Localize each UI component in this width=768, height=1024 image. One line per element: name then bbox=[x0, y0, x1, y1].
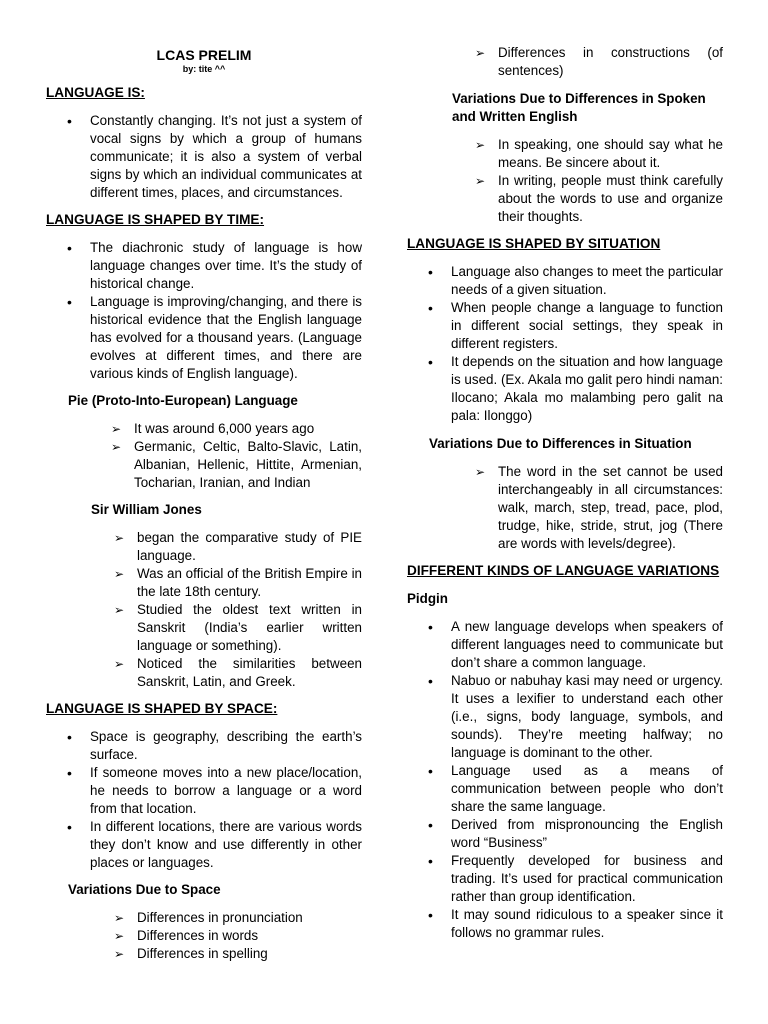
document-byline: by: tite ^^ bbox=[182, 64, 226, 74]
variations-space-list bbox=[114, 909, 362, 963]
list-item: • Constantly changing. It’s not just a system of vocal signs by which a group of humans communicate; it is also a system of verbal signs by which an individual communicates at different times, places, and circumstances. bbox=[46, 112, 362, 202]
heading-shaped-by-space: LANGUAGE IS SHAPED BY SPACE: bbox=[46, 701, 278, 716]
list-item: ➢ began the comparative study of PIE language. bbox=[114, 529, 362, 565]
heading-variations-situation: Variations Due to Differences in Situation bbox=[429, 436, 692, 451]
heading-pie-language: Pie (Proto-Into-European) Language bbox=[68, 393, 298, 408]
jones-list bbox=[114, 529, 362, 691]
list-item: ➢ Studied the oldest text written in Sanskrit (India’s earlier written language or something). bbox=[114, 601, 362, 655]
list-item: ➢ In speaking, one should say what he means. Be sincere about it. bbox=[475, 136, 723, 172]
list-item: ➢ Differences in spelling bbox=[114, 945, 362, 963]
situation-list bbox=[407, 263, 723, 425]
space-list bbox=[46, 728, 362, 872]
constructions-list bbox=[475, 44, 723, 80]
list-item: • Frequently developed for business and trading. It’s used for practical communication rather than group identification. bbox=[407, 852, 723, 906]
list-item: ➢ Differences in constructions (of sentences) bbox=[475, 44, 723, 80]
list-item: • When people change a language to function in different social settings, they speak in different registers. bbox=[407, 299, 723, 353]
list-item: • Language used as a means of communication between people who don’t share the same language. bbox=[407, 762, 723, 816]
list-item: • Nabuo or nabuhay kasi may need or urgency. It uses a lexifier to understand each other (i.e., signs, body language, symbols, and sounds). They’re meeting halfway; no language is dominant to the other. bbox=[407, 672, 723, 762]
variations-situation-list bbox=[475, 463, 723, 553]
list-item: • Language is improving/changing, and there is historical evidence that the English language has evolved for a thousand years. (Language evolves at different times, and there are various kinds of English language). bbox=[46, 293, 362, 383]
list-item: ➢ Differences in pronunciation bbox=[114, 909, 362, 927]
list-item: ➢ Was an official of the British Empire in the late 18th century. bbox=[114, 565, 362, 601]
list-item: • The diachronic study of language is how language changes over time. It’s the study of historical change. bbox=[46, 239, 362, 293]
list-item: • In different locations, there are various words they don’t know and use differently in other places or languages. bbox=[46, 818, 362, 872]
right-column bbox=[407, 44, 723, 942]
heading-kinds-of-variations: DIFFERENT KINDS OF LANGUAGE VARIATIONS bbox=[407, 563, 720, 578]
list-item: ➢ In writing, people must think carefully about the words to use and organize their thoughts. bbox=[475, 172, 723, 226]
list-item: ➢ Germanic, Celtic, Balto-Slavic, Latin, Albanian, Hellenic, Hittite, Armenian, Tocharian, Iranian, and Indian bbox=[111, 438, 362, 492]
time-list bbox=[46, 239, 362, 383]
list-item: • It may sound ridiculous to a speaker since it follows no grammar rules. bbox=[407, 906, 723, 942]
list-item: • Derived from mispronouncing the English word “Business” bbox=[407, 816, 723, 852]
list-item: • Space is geography, describing the earth’s surface. bbox=[46, 728, 362, 764]
pie-list bbox=[111, 420, 362, 492]
heading-sir-william-jones: Sir William Jones bbox=[91, 502, 202, 517]
heading-spoken-written: Variations Due to Differences in Spoken and Written English bbox=[452, 91, 706, 124]
list-item: • If someone moves into a new place/location, he needs to borrow a language or a word from that location. bbox=[46, 764, 362, 818]
list-item: • A new language develops when speakers of different languages need to communicate but don’t share a common language. bbox=[407, 618, 723, 672]
heading-pidgin: Pidgin bbox=[407, 591, 448, 606]
left-column bbox=[46, 44, 362, 963]
heading-shaped-by-time: LANGUAGE IS SHAPED BY TIME: bbox=[46, 212, 265, 227]
list-item: ➢ Noticed the similarities between Sanskrit, Latin, and Greek. bbox=[114, 655, 362, 691]
heading-language-is: LANGUAGE IS: bbox=[46, 85, 145, 100]
list-item: • It depends on the situation and how language is used. (Ex. Akala mo galit pero hindi naman: Ilocano; Akala mo malambing pero galit na pala: Ilonggo) bbox=[407, 353, 723, 425]
list-item: ➢ The word in the set cannot be used interchangeably in all circumstances: walk, march, step, tread, pace, plod, trudge, hike, stride, strut, jog (There are words with levels/degree). bbox=[475, 463, 723, 553]
language-is-list bbox=[46, 112, 362, 202]
pidgin-list bbox=[407, 618, 723, 942]
heading-shaped-by-situation: LANGUAGE IS SHAPED BY SITUATION bbox=[407, 236, 661, 251]
spoken-written-list bbox=[475, 136, 723, 226]
document-title: LCAS PRELIM bbox=[156, 47, 252, 63]
list-item: ➢ Differences in words bbox=[114, 927, 362, 945]
heading-variations-space: Variations Due to Space bbox=[68, 882, 221, 897]
list-item: • Language also changes to meet the particular needs of a given situation. bbox=[407, 263, 723, 299]
list-item: ➢ It was around 6,000 years ago bbox=[111, 420, 362, 438]
